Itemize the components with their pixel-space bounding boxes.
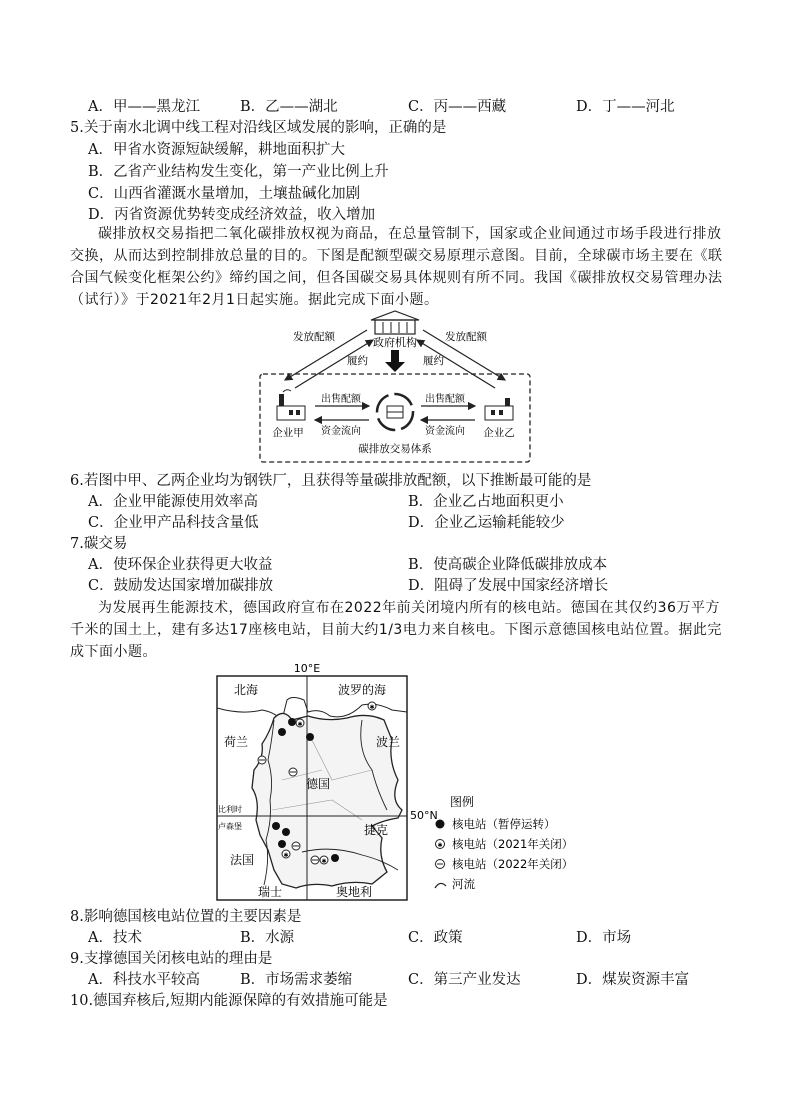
svg-text:✱: ✱ (437, 842, 443, 849)
q4-option-c: C．丙——西藏 (408, 99, 507, 115)
comply-left-label: 履约 (347, 355, 368, 367)
flow-left-label: 资金流向 (321, 426, 361, 437)
q9-option-b: B．市场需求萎缩 (240, 972, 353, 988)
q8-option-d: D．市场 (576, 930, 632, 946)
carbon-trading-diagram (255, 308, 535, 468)
plant-suspended (282, 828, 290, 836)
q8-option-c: C．政策 (408, 930, 463, 946)
label-germany: 德国 (306, 777, 331, 791)
label-netherlands: 荷兰 (224, 735, 249, 749)
legend-2022: 核电站（2022年关闭） (452, 857, 574, 871)
q9-option-d: D．煤炭资源丰富 (576, 972, 690, 988)
parallel-label: 50°N (410, 809, 438, 822)
factory-b-icon (485, 398, 513, 420)
q4-option-b: B．乙——湖北 (240, 99, 338, 115)
label-switzerland: 瑞士 (258, 885, 283, 899)
legend-river: 河流 (452, 877, 475, 891)
label-austria: 奥地利 (336, 885, 373, 899)
gov-label: 政府机构 (373, 336, 417, 349)
q8-option-b: B．水源 (240, 930, 295, 946)
legend-suspended: 核电站（暂停运转） (452, 817, 556, 831)
q6-option-d: D．企业乙运输耗能较少 (408, 515, 565, 531)
flow-right-label: 资金流向 (425, 426, 465, 437)
meridian-label: 10°E (293, 662, 321, 675)
q7-stem: 7.碳交易 (70, 536, 128, 552)
q6-option-a: A．企业甲能源使用效率高 (88, 494, 258, 510)
svg-text:✱: ✱ (297, 721, 303, 728)
plant-closed-2022 (292, 842, 300, 850)
company-a-label: 企业甲 (272, 427, 304, 439)
issue-right-label: 发放配额 (445, 331, 487, 343)
plant-closed-2022 (258, 756, 266, 764)
q6-option-b: B．企业乙占地面积更小 (408, 494, 564, 510)
q5-option-b: B．乙省产业结构发生变化，第一产业比例上升 (88, 164, 389, 180)
q9-option-c: C．第三产业发达 (408, 972, 521, 988)
germany-nuclear-map (212, 660, 612, 904)
q8-option-a: A．技术 (88, 930, 142, 946)
plant-suspended (272, 822, 280, 830)
plant-suspended (288, 718, 296, 726)
plant-suspended (306, 733, 314, 741)
plant-suspended (278, 728, 286, 736)
system-label: 碳排放交易体系 (358, 443, 432, 455)
svg-text:✱: ✱ (283, 852, 289, 859)
q4-option-a: A．甲——黑龙江 (88, 99, 200, 115)
sell-left-label: 出售配额 (321, 394, 361, 405)
q5-option-a: A．甲省水资源短缺缓解，耕地面积扩大 (88, 142, 345, 158)
plant-closed-2022 (289, 768, 297, 776)
legend-title: 图例 (450, 795, 475, 809)
plant-closed-2022 (311, 856, 319, 864)
company-b-label: 企业乙 (483, 427, 515, 439)
label-north-sea: 北海 (234, 683, 259, 697)
government-building-icon (371, 311, 419, 334)
trading-cycle-icon (377, 394, 413, 430)
issue-left-label: 发放配额 (293, 331, 335, 343)
q9-stem: 9.支撑德国关闭核电站的理由是 (70, 951, 273, 967)
comply-right-label: 履约 (423, 355, 444, 367)
q9-option-a: A．科技水平较高 (88, 972, 200, 988)
passage-germany-nuclear: 为发展再生能源技术，德国政府宣布在2022年前关闭境内所有的核电站。德国在其仅约36万平方千米的国土上，建有多达17座核电站，目前大约1/3电力来自核电。下图示意德国核电站位置。据此完成下面小题。 (70, 600, 722, 660)
q7-option-b: B．使高碳企业降低碳排放成本 (408, 557, 608, 573)
sell-right-label: 出售配额 (425, 394, 465, 405)
plant-suspended (278, 840, 286, 848)
q5-stem: 5.关于南水北调中线工程对沿线区域发展的影响，正确的是 (70, 120, 447, 136)
svg-text:✱: ✱ (369, 704, 375, 711)
label-belgium: 比利时 (218, 805, 242, 814)
q7-option-d: D．阻碍了发展中国家经济增长 (408, 578, 609, 594)
passage-carbon-trading: 碳排放权交易指把二氧化碳排放权视为商品，在总量管制下，国家或企业间通过市场手段进行排放交换，从而达到控制排放总量的目的。下图是配额型碳交易原理示意图。目前，全球碳市场主要在《联合国气候变化框架公约》缔约国之间，但各国碳交易具体规则有所不同。我国《碳排放权交易管理办法（试行）》于2021年2月1日起实施。据此完成下面小题。 (70, 226, 723, 308)
q7-option-c: C．鼓励发达国家增加碳排放 (88, 578, 274, 594)
q10-stem: 10.德国弃核后,短期内能源保障的有效措施可能是 (70, 993, 388, 1009)
label-baltic: 波罗的海 (338, 683, 387, 697)
q6-option-c: C．企业甲产品科技含量低 (88, 515, 259, 531)
label-luxembourg: 卢森堡 (218, 822, 242, 831)
q8-stem: 8.影响德国核电站位置的主要因素是 (70, 909, 302, 925)
q4-option-d: D．丁——河北 (576, 99, 675, 115)
label-poland: 波兰 (376, 735, 401, 749)
q5-option-d: D．丙省资源优势转变成经济效益，收入增加 (88, 207, 376, 223)
factory-a-icon (277, 390, 305, 420)
q5-option-c: C．山西省灌溉水量增加，土壤盐碱化加剧 (88, 186, 361, 202)
q7-option-a: A．使环保企业获得更大收益 (88, 557, 273, 573)
plant-suspended (331, 854, 339, 862)
q6-stem: 6.若图中甲、乙两企业均为钢铁厂，且获得等量碳排放配额，以下推断最可能的是 (70, 473, 592, 489)
label-france: 法国 (230, 853, 255, 867)
svg-text:✱: ✱ (321, 858, 327, 865)
label-czech: 捷克 (364, 823, 389, 837)
legend-2021: 核电站（2021年关闭） (452, 837, 574, 851)
